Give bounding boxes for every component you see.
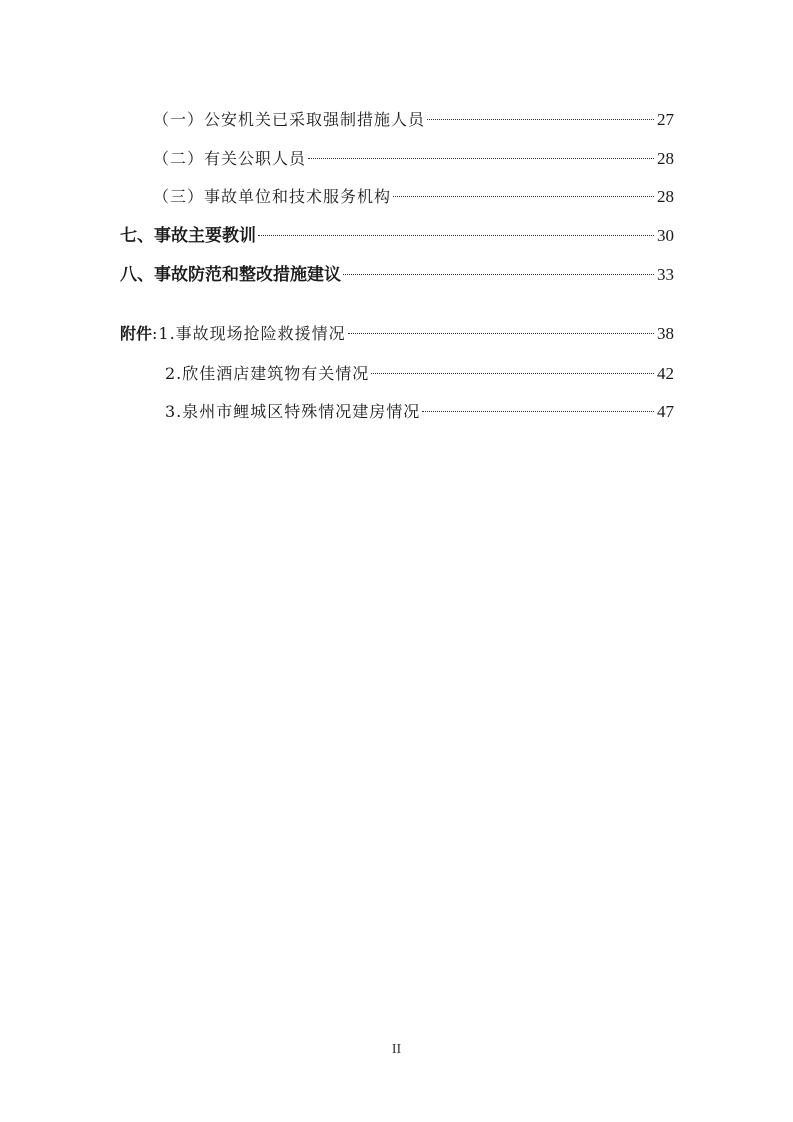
toc-attachment-page: 38 (657, 324, 674, 343)
toc-entry[interactable] (153, 147, 674, 171)
toc-dot-leader (258, 235, 654, 236)
page-number: II (391, 1042, 402, 1057)
toc-chapter-entry[interactable] (120, 263, 674, 287)
toc-dot-leader (308, 158, 654, 159)
toc-entry-page: 28 (657, 149, 674, 168)
toc-entry-title: （一）公安机关已采取强制措施人员 (153, 110, 426, 129)
toc-chapter-entry[interactable] (120, 224, 674, 248)
toc-chapter-page: 30 (657, 226, 674, 245)
toc-entry[interactable] (153, 185, 674, 209)
attachments-label: 附件 (120, 324, 153, 343)
toc-dot-leader (343, 274, 654, 275)
attachment-item-title: 2.欣佳酒店建筑物有关情况 (165, 364, 370, 383)
toc-entry[interactable] (153, 108, 674, 132)
attachment-item-title: 3.泉州市鲤城区特殊情况建房情况 (165, 402, 421, 421)
toc-dot-leader (393, 196, 654, 197)
toc-attachment-entry[interactable] (165, 400, 674, 424)
toc-chapter-title: 八、事故防范和整改措施建议 (120, 265, 341, 285)
toc-entry-page: 27 (657, 110, 674, 129)
toc-attachment-entry[interactable] (120, 322, 674, 346)
toc-dot-leader (348, 333, 654, 334)
toc-dot-leader (422, 411, 654, 412)
attachment-item-title: :1.事故现场抢险救援情况 (152, 324, 346, 343)
toc-attachment-page: 42 (657, 364, 674, 383)
toc-attachment-title (120, 322, 346, 346)
toc-entry-page: 28 (657, 187, 674, 206)
toc-chapter-title: 七、事故主要教训 (120, 226, 256, 246)
toc-entry-title: （三）事故单位和技术服务机构 (153, 187, 392, 206)
toc-entry-title: （二）有关公职人员 (153, 149, 307, 168)
toc-attachment-entry[interactable] (165, 362, 674, 386)
toc-chapter-page: 33 (657, 265, 674, 284)
toc-dot-leader (371, 373, 654, 374)
toc-attachment-page: 47 (657, 402, 674, 421)
toc-dot-leader (427, 119, 654, 120)
